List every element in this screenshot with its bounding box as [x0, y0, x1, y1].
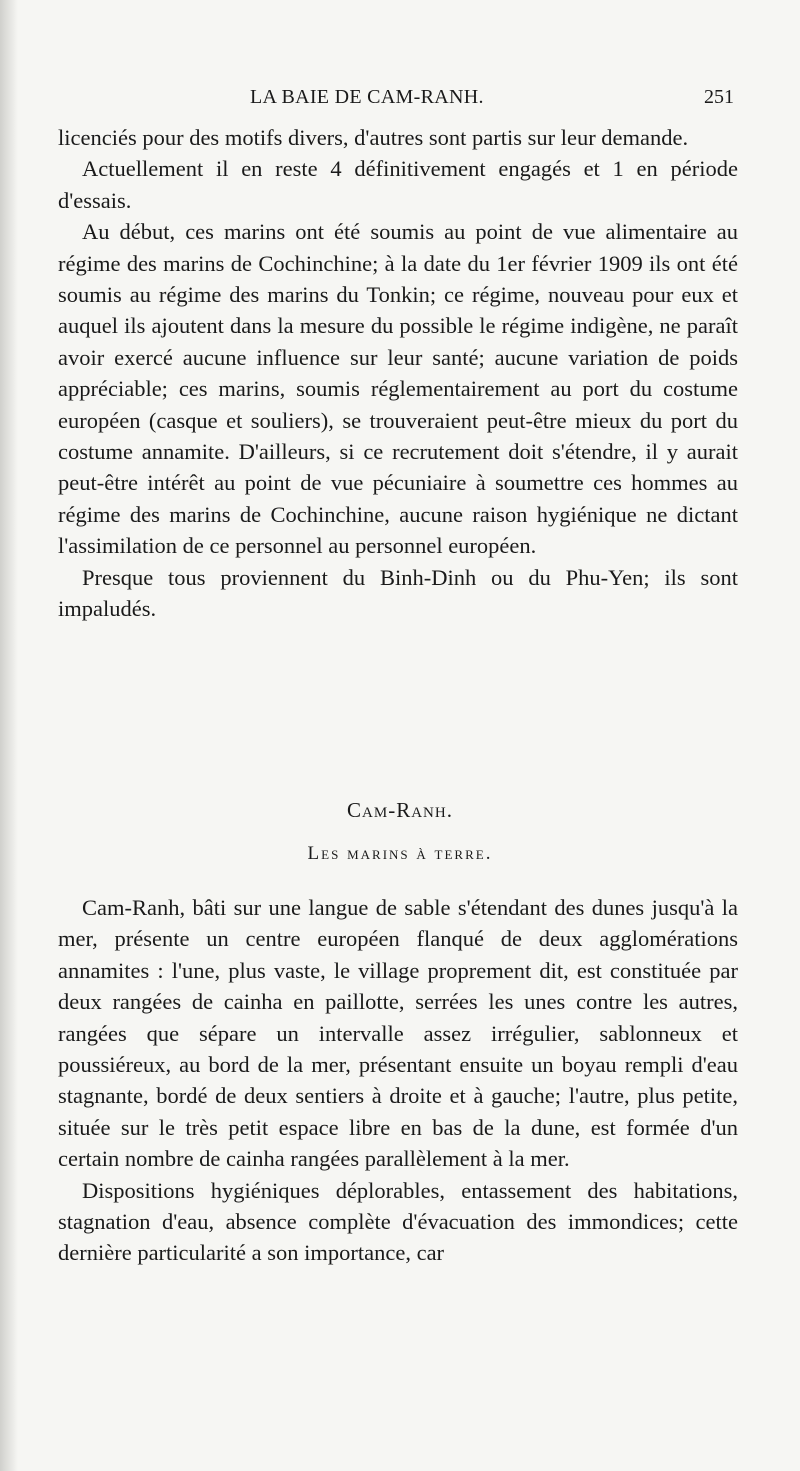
paragraph: Actuellement il en reste 4 définitivement engagés et 1 en période d'essais. [58, 156, 738, 213]
section-subtitle: Les marins à terre. [307, 843, 493, 864]
section-title: Cam-Ranh. [347, 798, 453, 822]
body-text-bottom [58, 892, 738, 1269]
page-edge-shadow [0, 0, 18, 1471]
paragraph: Cam-Ranh, bâti sur une langue de sable s'étendant des dunes jusqu'à la mer, présente un centre européen flanqué de deux agglomérations annamites : l'une, plus vaste, le village proprement dit, est constituée par deux rangées de cainha en paillotte, serrées les unes contre les autres, rangées que sépare un intervalle assez irrégulier, sablonneux et poussiéreux, au bord de la mer, présentant ensuite un boyau rempli d'eau stagnante, bordé de deux sentiers à droite et à gauche; l'autre, plus petite, située sur le très petit espace libre en bas de la dune, est formée d'un certain nombre de cainha rangées parallèlement à la mer. [58, 895, 738, 1172]
paragraph: licenciés pour des motifs divers, d'autres sont partis sur leur demande. [58, 125, 689, 150]
running-title: LA BAIE DE CAM-RANH. [250, 86, 484, 108]
page-number: 251 [704, 86, 734, 108]
page-header [0, 86, 800, 116]
paragraph: Presque tous proviennent du Binh-Dinh ou du Phu-Yen; ils sont impaludés. [58, 564, 738, 622]
paragraph: Dispositions hygiéniques déplorables, entassement des habitations, stagnation d'eau, absence complète d'évacuation des immondices; cette dernière particularité a son importance, car [58, 1177, 738, 1266]
body-text-top [58, 122, 738, 625]
paragraph: Au début, ces marins ont été soumis au point de vue alimentaire au régime des marins de Cochinchine; à la date du 1er février 1909 ils ont été soumis au régime des marins du Tonkin; ce régime, nouveau pour eux et auquel ils ajoutent dans la mesure du possible le régime indigène, ne paraît avoir exercé aucune influence sur leur santé; aucune variation de poids appréciable; ces marins, soumis réglementairement au port du costume européen (casque et souliers), se trouveraient peut-être mieux du port du costume annamite. D'ailleurs, si ce recrutement doit s'étendre, il y aurait peut-être intérêt au point de vue pécuniaire à soumettre ces hommes au régime des marins de Cochinchine, aucune raison hygiénique ne dictant l'assimilation de ce personnel au personnel européen. [58, 219, 738, 559]
